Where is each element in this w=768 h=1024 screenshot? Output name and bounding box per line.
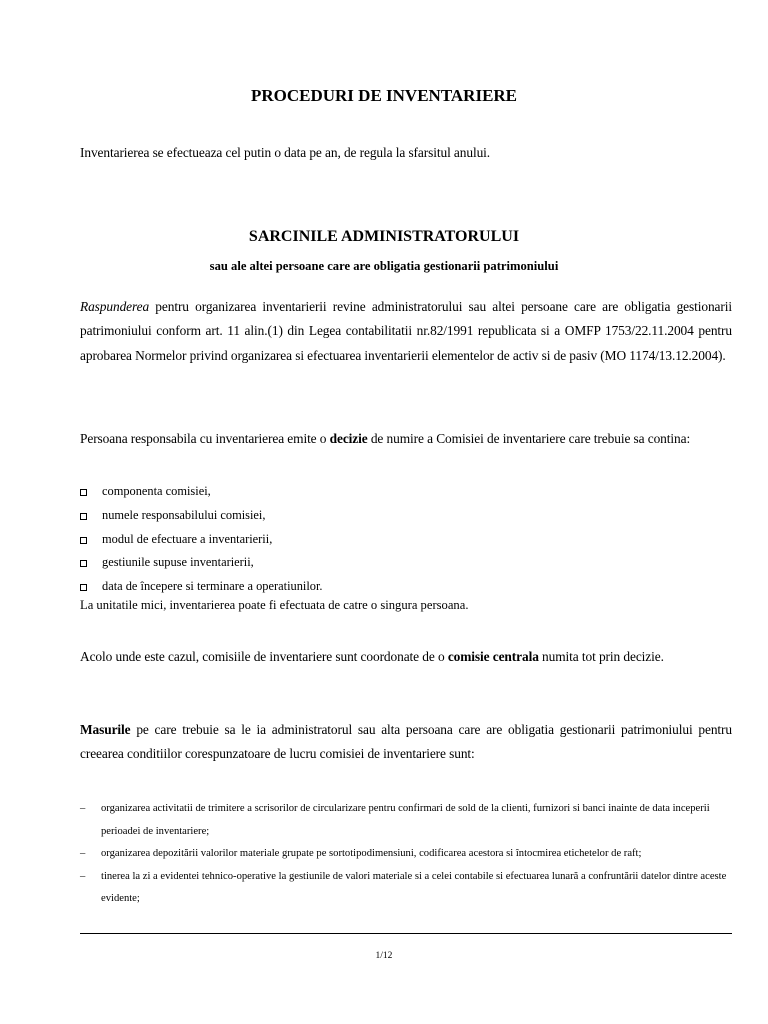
decision-text-before: Persoana responsabila cu inventarierea emite o — [80, 431, 330, 446]
small-units-note: La unitatile mici, inventarierea poate fi efectuata de catre o singura persoana. — [80, 598, 469, 612]
list-item — [80, 480, 732, 504]
dash-bullet-icon: – — [80, 803, 86, 814]
dash-bullet-icon: – — [80, 848, 86, 859]
list-item-text: tinerea la zi a evidentei tehnico-operative la gestiunile de valori materiale si a celei contabile si efectuarea lunară a confruntării datelor dintre aceste evidente; — [101, 870, 727, 904]
central-commission-keyword: comisie centrala — [447, 649, 539, 664]
checkbox-bullet-icon — [80, 513, 87, 520]
measures-list — [80, 798, 732, 911]
measures-text: pe care trebuie sa le ia administratorul sau alta persoana care are obligatia gestionarii patrimoniului pentru creearea conditiilor corespunzatoare de lucru comisiei de inventariere sunt: — [80, 722, 732, 762]
dash-bullet-icon: – — [80, 870, 86, 882]
checkbox-bullet-icon — [80, 537, 87, 544]
list-item — [80, 798, 732, 843]
checkbox-bullet-icon — [80, 584, 87, 591]
list-item-text: componenta comisiei, — [102, 484, 211, 498]
measures-paragraph — [80, 718, 732, 767]
measures-keyword: Masurile — [80, 722, 131, 737]
list-item — [80, 866, 732, 911]
section-subtitle: sau ale altei persoane care are obligatia gestionarii patrimoniului — [209, 259, 559, 273]
responsibility-paragraph — [80, 295, 732, 368]
responsibility-lead: Raspunderea — [80, 299, 150, 314]
list-item-text: data de începere si terminare a operatiunilor. — [102, 579, 323, 594]
list-item — [80, 575, 732, 599]
list-item — [80, 528, 732, 552]
decision-keyword: decizie — [329, 431, 368, 446]
list-item — [80, 843, 732, 866]
list-item-text: modul de efectuare a inventarierii, — [102, 531, 273, 546]
list-item-text: gestiunile supuse inventarierii, — [102, 555, 254, 570]
decision-items-list — [80, 480, 732, 599]
central-text-after: numita tot prin decizie. — [538, 649, 664, 664]
document-title: PROCEDURI DE INVENTARIERE — [250, 86, 518, 105]
list-item — [80, 504, 732, 528]
intro-paragraph: Inventarierea se efectueaza cel putin o data pe an, de regula la sfarsitul anului. — [80, 145, 491, 160]
checkbox-bullet-icon — [80, 560, 87, 567]
central-commission-paragraph — [80, 645, 732, 669]
decision-paragraph — [80, 427, 732, 451]
responsibility-text: pentru organizarea inventarierii revine administratorului sau altei persoane care are obligatia gestionarii patrimoniului conform art. 11 alin.(1) din Legea contabilitatii nr.82/1991 republicata si a OMFP 1753/22.11.2004 pentru aprobarea Normelor privind organizarea si efectuarea inventarierii elementelor de activ si de pasiv (MO 1174/13.12.2004). — [80, 299, 732, 363]
central-text-before: Acolo unde este cazul, comisiile de inventariere sunt coordonate de o — [80, 649, 448, 664]
decision-text-after: de numire a Comisiei de inventariere care trebuie sa contina: — [367, 431, 691, 446]
footer-divider — [80, 933, 732, 934]
list-item-text: numele responsabilului comisiei, — [102, 507, 266, 522]
list-item — [80, 551, 732, 575]
list-item-text: organizarea depozitării valorilor materiale grupate pe sortotipodimensiuni, codificarea acestora si întocmirea etichetelor de raft; — [101, 848, 642, 859]
checkbox-bullet-icon — [80, 489, 87, 496]
list-item-text: organizarea activitatii de trimitere a scrisorilor de circularizare pentru confirmari de sold de la clienti, furnizori si banci inainte de data inceperii perioadei de inventariere; — [101, 803, 710, 837]
page-number: 1/12 — [375, 951, 393, 961]
section-title: SARCINILE ADMINISTRATORULUI — [248, 228, 520, 245]
